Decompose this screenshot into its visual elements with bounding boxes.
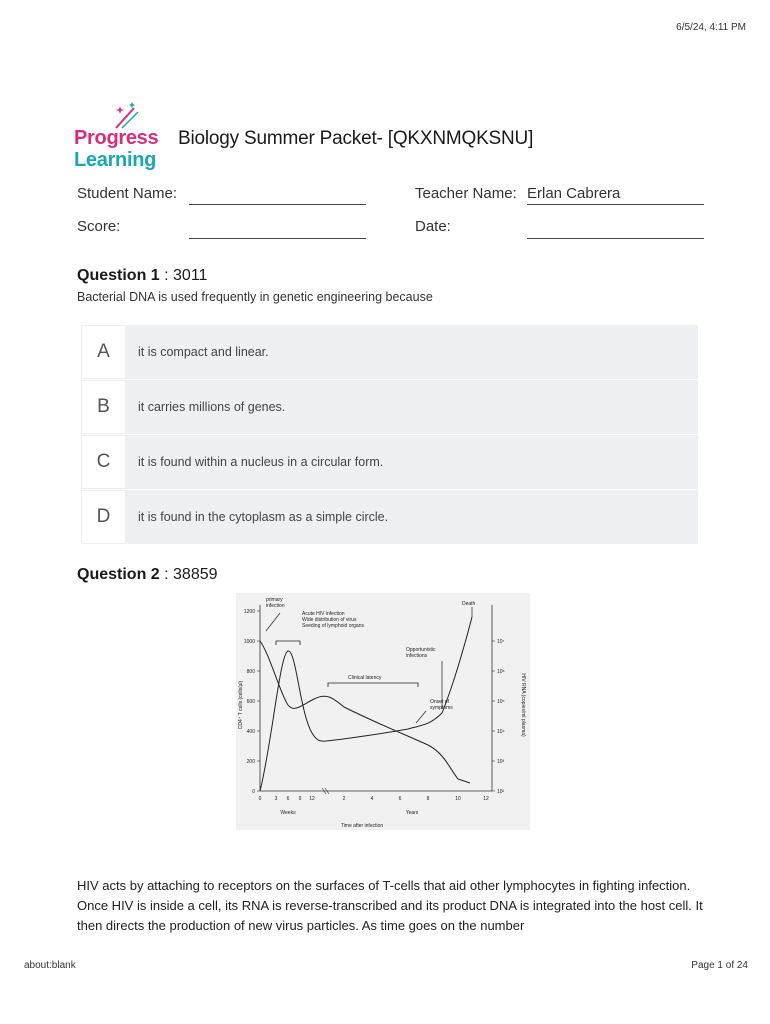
primary-arrow (266, 613, 280, 631)
right-tick-label: 10³ (497, 759, 505, 765)
x-tick-label: 10 (455, 796, 461, 802)
x-tick-label: 6 (286, 796, 290, 802)
annotation-acute: Acute HIV infection (302, 611, 345, 617)
x-tick-label: 12 (483, 796, 489, 802)
right-axis-label: HIV RNA (copies/ml plasma) (520, 673, 526, 737)
annotation-primary: infection (266, 603, 285, 609)
choice-c[interactable] (81, 435, 698, 490)
onset-arrow (416, 711, 426, 723)
score-line (189, 238, 366, 239)
student-name-label: Student Name: (77, 185, 178, 202)
choice-d[interactable] (81, 490, 698, 545)
footer-page-number: Page 1 of 24 (691, 960, 748, 971)
logo-word-learning: Learning (74, 149, 157, 171)
cd4-curve (260, 641, 470, 783)
annotation-death: Death (462, 601, 476, 607)
date-label: Date: (415, 218, 451, 235)
right-tick-label: 10⁷ (497, 639, 505, 645)
print-timestamp: 6/5/24, 4:11 PM (676, 22, 746, 33)
x-tick-label: 6 (398, 796, 402, 802)
x-tick-label: 9 (298, 796, 302, 802)
student-name-line (189, 204, 366, 205)
right-tick-label: 10⁴ (497, 729, 505, 735)
x-tick-label: 3 (274, 796, 278, 802)
question-2-id: : 38859 (164, 566, 218, 583)
date-line (527, 238, 704, 239)
x-ticks (259, 796, 489, 802)
footer-url: about:blank (24, 960, 76, 971)
hiv-progression-figure (236, 593, 530, 830)
choice-b[interactable] (81, 380, 698, 435)
question-1-label: Question 1 (77, 267, 160, 284)
choice-text: it is found in the cytoplasm as a simple circle. (126, 490, 698, 544)
question-1-title (77, 267, 207, 285)
question-2-title (77, 566, 218, 584)
annotation-opportunistic: infections (406, 653, 428, 659)
logo-word-progress: Progress (74, 127, 159, 149)
annotation-onset: symptoms (430, 705, 453, 711)
choice-a[interactable] (81, 325, 698, 380)
left-tick-label: 400 (246, 729, 255, 735)
acute-bracket (276, 641, 300, 645)
x-tick-label: 4 (370, 796, 374, 802)
annotation-onset: Onset of (430, 699, 449, 705)
choice-letter: B (81, 380, 126, 434)
weeks-label: Weeks (280, 810, 296, 816)
teacher-name-line (527, 204, 704, 205)
x-tick-label: 2 (342, 796, 346, 802)
question-2-label: Question 2 (77, 566, 160, 583)
left-tick-label: 0 (252, 789, 255, 795)
right-tick-label: 10⁶ (497, 669, 505, 675)
left-tick-label: 1200 (243, 609, 255, 615)
packet-header (72, 100, 712, 180)
x-tick-label: 8 (426, 796, 430, 802)
annotation-latency: Clinical latency (348, 675, 382, 681)
x-tick-label: 0 (258, 796, 262, 802)
left-tick-label: 200 (246, 759, 255, 765)
x-tick-label: 12 (309, 796, 315, 802)
question-2-paragraph: HIV acts by attaching to receptors on the surfaces of T-cells that aid other lymphocytes in fighting infection. Once HIV is inside a cell, its RNA is reverse-transcribed and its product DNA is integrated into the host cell. It then directs the production of new virus particles. As time goes on the number (77, 878, 703, 933)
left-ticks (244, 609, 260, 795)
right-tick-label: 10² (497, 789, 505, 795)
hiv-graph (236, 593, 530, 830)
packet-title: Biology Summer Packet- [QKXNMQKSNU] (178, 128, 534, 149)
annotation-primary: primary (266, 597, 283, 603)
choice-letter: C (81, 435, 126, 489)
left-tick-label: 600 (246, 699, 255, 705)
question-1-text: Bacterial DNA is used frequently in genetic engineering because (77, 290, 433, 304)
annotation-opportunistic: Opportunistic (406, 647, 436, 653)
score-label: Score: (77, 218, 121, 235)
x-axis-label: Time after infection (340, 823, 384, 829)
teacher-name-label: Teacher Name: (415, 185, 517, 202)
progress-learning-logo (74, 100, 170, 176)
right-ticks (492, 639, 505, 795)
left-tick-label: 800 (246, 669, 255, 675)
latency-bracket (328, 683, 418, 687)
question-1-choices (81, 325, 698, 545)
years-label: Years (405, 810, 419, 816)
left-axis-label: CD4⁺ T cells (cells/µl) (238, 680, 244, 730)
question-1-id: : 3011 (164, 267, 208, 284)
choice-text: it carries millions of genes. (126, 380, 698, 434)
right-tick-label: 10⁵ (497, 699, 505, 705)
annotation-acute: Seeding of lymphoid organs (302, 623, 364, 629)
choice-letter: D (81, 490, 126, 544)
sparkle-icon (112, 100, 140, 130)
teacher-name-value: Erlan Cabrera (527, 185, 621, 202)
choice-text: it is compact and linear. (126, 325, 698, 379)
annotation-acute: Wide distribution of virus (302, 617, 357, 623)
choice-letter: A (81, 325, 126, 379)
choice-text: it is found within a nucleus in a circular form. (126, 435, 698, 489)
left-tick-label: 1000 (243, 639, 255, 645)
